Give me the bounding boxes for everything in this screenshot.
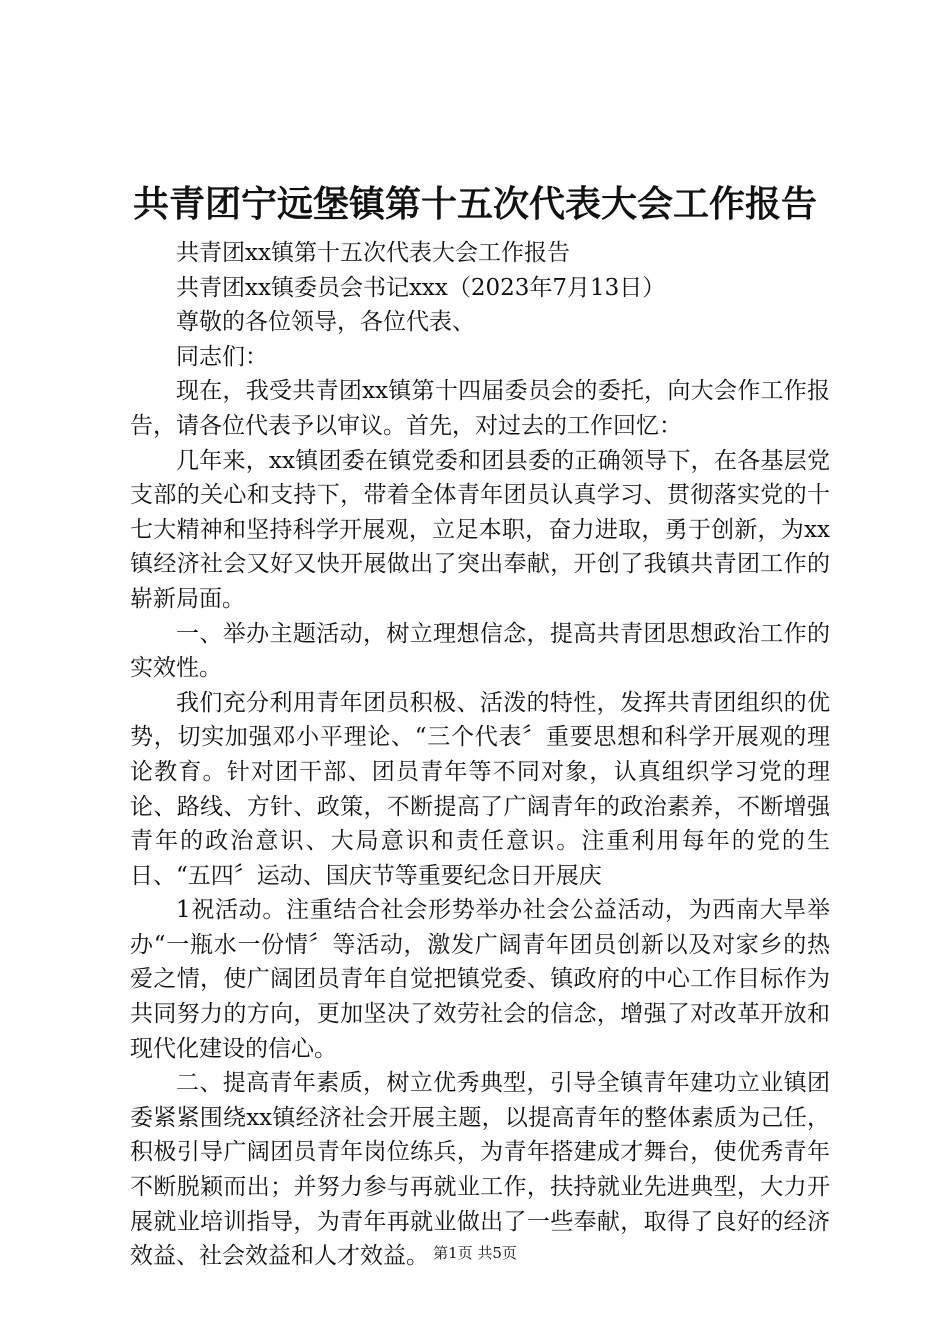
document-title: 共青团宁远堡镇第十五次代表大会工作报告	[132, 183, 817, 225]
paragraph-section-1-continued: 1祝活动。注重结合社会形势举办社会公益活动，为西南大旱举办“一瓶水一份情〞等活动，激发广阔青年团员创新以及对家乡的热爱之情，使广阔团员青年自觉把镇党委、镇政府的中心工作目标作为共同努力的方向，更加坚决了效劳社会的信念，增强了对改革开放和现代化建设的信心。	[130, 897, 830, 1062]
paragraph-intro: 现在，我受共青团xx镇第十四届委员会的委托，向大会作工作报告，请各位代表予以审议。首先，对过去的工作回忆：	[130, 378, 830, 439]
paragraph-salutation-2: 同志们：	[176, 343, 268, 370]
paragraph-salutation: 尊敬的各位领导，各位代表、	[176, 309, 475, 336]
paragraph-section-2: 二、提高青年素质，树立优秀典型，引导全镇青年建功立业镇团委紧紧围绕xx镇经济社会开展主题，以提高青年的整体素质为己任，积极引导广阔团员青年岗位练兵，为青年搭建成才舞台，使优秀青年不断脱颖而出；并努力参与再就业工作，扶持就业先进典型，大力开展就业培训指导，为青年再就业做出了一些奉献，取得了良好的经济效益、社会效益和人才效益。	[130, 1070, 830, 1270]
document-body	[130, 236, 830, 1274]
paragraph-overview: 几年来，xx镇团委在镇党委和团县委的正确领导下，在各基层党支部的关心和支持下，带着全体青年团员认真学习、贯彻落实党的十七大精神和坚持科学开展观，立足本职，奋力进取，勇于创新，为xx镇经济社会又好又快开展做出了突出奉献，开创了我镇共青团工作的崭新局面。	[130, 447, 830, 612]
page-number-footer: 第1页 共5页	[433, 1244, 517, 1262]
paragraph-section-1-body: 我们充分利用青年团员积极、活泼的特性，发挥共青团组织的优势，切实加强邓小平理论、“三个代表〞重要思想和科学开展观的理论教育。针对团干部、团员青年等不同对象，认真组织学习党的理论、路线、方针、政策，不断提高了广阔青年的政治素养，不断增强青年的政治意识、大局意识和责任意识。注重利用每年的党的生日、“五四〞运动、国庆节等重要纪念日开展庆	[130, 689, 830, 889]
paragraph-author-date: 共青团xx镇委员会书记xxx（2023年7月13日）	[176, 274, 666, 301]
paragraph-subtitle: 共青团xx镇第十五次代表大会工作报告	[176, 240, 570, 266]
paragraph-section-1-heading: 一、举办主题活动，树立理想信念，提高共青团思想政治工作的实效性。	[130, 620, 830, 682]
